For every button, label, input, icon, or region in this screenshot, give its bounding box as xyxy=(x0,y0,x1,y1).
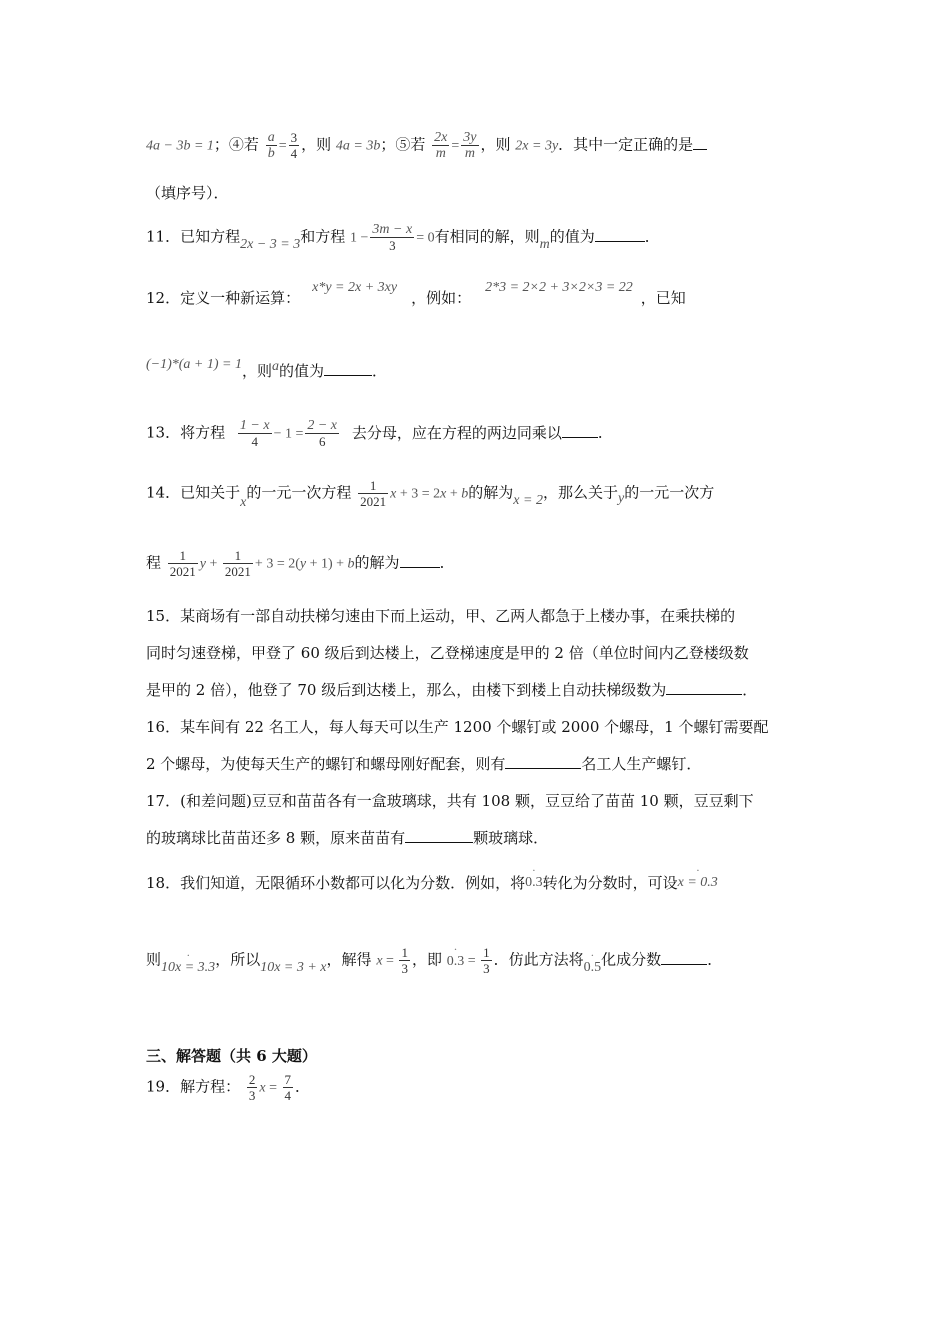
text: 名工人生产螺钉． xyxy=(581,755,702,773)
question-14: 14．已知关于x的一元一次方程 $\frac{1}{2021}$ x + 3 = 2x + b的解为x = 2，那么关于y的一元一次方 xyxy=(146,478,715,510)
text: 的解为 xyxy=(354,553,400,572)
question-number: 18． xyxy=(146,874,181,892)
text: 则 xyxy=(146,950,162,969)
answer-blank xyxy=(562,423,598,438)
question-17-line1: 17．(和差问题)豆豆和苗苗各有一盒玻璃球，共有 108 颗，豆豆给了苗苗 10 颗，豆豆剩下 xyxy=(146,792,754,810)
text: ，已知 xyxy=(640,289,686,307)
math: x*y = 2x + 3xy xyxy=(312,280,398,295)
question-number: 13． xyxy=(146,423,181,442)
text: 和方程 xyxy=(300,227,346,246)
question-17-line2 xyxy=(146,827,548,848)
fraction-2x-m: $\frac{2x}{m}$ xyxy=(434,130,448,161)
math: x xyxy=(240,494,247,510)
question-14-line2: 程 $\frac{1}{2021}$ y + $\frac{1}{2021}$ + 3 = 2(y + 1) + b的解为 ． xyxy=(146,548,455,579)
text: 已知关于 xyxy=(180,483,241,502)
question-11: 11．已知方程2x − 3 = 3和方程 1 − $\frac{3m - x}{3}$ = 0有相同的解，则m的值为 ． xyxy=(146,222,660,253)
text: 去分母，应在方程的两边同乘以 xyxy=(351,423,562,442)
fraction-3-4: $\frac{3}{4}$ xyxy=(290,130,298,161)
text: 颗玻璃球． xyxy=(473,829,549,847)
question-16-line2 xyxy=(146,753,701,774)
text: 是甲的 2 倍），他登了 70 级后到达楼上，那么，由楼下到楼上自动扶梯级数为 xyxy=(146,681,667,699)
text: 的值为 xyxy=(549,227,595,246)
math: a xyxy=(272,359,280,374)
text: ． xyxy=(644,227,660,246)
question-18 xyxy=(146,872,718,893)
answer-blank xyxy=(666,680,742,695)
math-repeating-decimal: · 0.5 xyxy=(584,960,602,975)
question-19: 19．解方程： $\frac{2}{3}$ x = $\frac{7}{4}$ ． xyxy=(146,1072,311,1103)
text: 的解为 xyxy=(468,483,514,502)
question-18-line2: 则· 10x = 3.3，所以10x = 3 + x，解得 x = $\frac{1}{3}$ ，即 · 0.3 = $\frac{1}{3}$ ．仿此方法将· 0.5化成分数 ． xyxy=(146,945,722,976)
text: 化成分数 xyxy=(601,950,662,969)
text: ，解得 xyxy=(326,950,372,969)
math: x = 2 xyxy=(513,492,543,508)
text: 将方程 xyxy=(180,423,226,442)
math: · x = 0.3 xyxy=(678,875,718,890)
fraction-1-3: $\frac{1}{3}$ xyxy=(483,945,490,976)
text: ，例如： xyxy=(411,289,472,307)
math: m xyxy=(539,236,550,252)
fraction-1-2021: $\frac{1}{2021}$ xyxy=(360,478,387,509)
answer-blank xyxy=(693,135,707,150)
text: ．其中一定正确的是 xyxy=(558,135,694,154)
text: ． xyxy=(707,950,723,969)
text: ． xyxy=(742,681,758,699)
fraction-2-x-6: $\frac{2 - x}{6}$ xyxy=(307,418,338,449)
section-heading: 三、解答题（共 6 大题） xyxy=(146,1047,317,1065)
text: ．仿此方法将 xyxy=(493,950,584,969)
question-12 xyxy=(146,280,686,308)
question-number: 19． xyxy=(146,1077,181,1096)
text: ，则 xyxy=(242,362,273,380)
text: ． xyxy=(597,423,613,442)
text: ，即 xyxy=(411,950,442,969)
question-13: 13．将方程 $\frac{1 - x}{4}$ − 1 = $\frac{2 - x}{6}$ 去分母，应在方程的两边同乘以 ． xyxy=(146,418,613,449)
line-b: （填序号）． xyxy=(146,184,229,202)
fraction-3m-x-3: $\frac{3m - x}{3}$ xyxy=(372,222,413,253)
math: 2x − 3 = 3 xyxy=(240,236,301,252)
text: 转化为分数时，可设 xyxy=(542,874,678,892)
text: ，那么关于 xyxy=(542,483,618,502)
answer-blank xyxy=(324,361,372,376)
text: 的一元一次方 xyxy=(624,483,715,502)
text: 的玻璃球比苗苗还多 8 颗，原来苗苗有 xyxy=(146,829,406,847)
fraction-3y-m: $\frac{3y}{m}$ xyxy=(463,130,477,161)
text: ，则 xyxy=(480,135,511,154)
text: 的值为 xyxy=(279,362,325,380)
question-number: 12． xyxy=(146,289,181,307)
text: ，所以 xyxy=(215,950,261,969)
fraction-1-3: $\frac{1}{3}$ xyxy=(401,945,408,976)
text: 的一元一次方程 xyxy=(246,483,352,502)
answer-blank xyxy=(661,950,707,965)
math: 2*3 = 2×2 + 3×2×3 = 22 xyxy=(485,280,633,295)
math: 10x = 3 + x xyxy=(260,959,327,975)
question-15-line3 xyxy=(146,679,757,700)
answer-blank xyxy=(595,227,645,242)
math: · 10x = 3.3 xyxy=(161,960,215,975)
math-repeating-decimal: · 0.3 xyxy=(525,875,543,890)
math: y xyxy=(617,490,625,506)
fraction-2-3: $\frac{2}{3}$ xyxy=(248,1072,256,1103)
fraction-1-2021: $\frac{1}{2021}$ xyxy=(224,548,251,579)
math-2x-3y: 2x = 3y xyxy=(515,138,559,154)
text: 解方程： xyxy=(180,1077,241,1096)
question-number: 11． xyxy=(146,227,181,246)
text: ． xyxy=(295,1077,311,1096)
fraction-1-2021: $\frac{1}{2021}$ xyxy=(169,548,196,579)
question-16-line1: 16．某车间有 22 名工人，每人每天可以生产 1200 个螺钉或 2000 个螺母，1 个螺钉需要配 xyxy=(146,718,769,736)
math: (−1)*(a + 1) = 1 xyxy=(146,357,242,372)
text: 2 个螺母，为使每天生产的螺钉和螺母刚好配套，则有 xyxy=(146,755,506,773)
answer-blank xyxy=(400,553,440,568)
text: 我们知道，无限循环小数都可以化为分数．例如，将 xyxy=(180,874,526,892)
question-12-line2 xyxy=(146,357,388,381)
text: ． xyxy=(372,362,388,380)
text: ，则 xyxy=(301,135,332,154)
fraction-7-4: $\frac{7}{4}$ xyxy=(284,1072,292,1103)
line-a: 4a − 3b = 1；④若 $\frac{a}{b}$ = $\frac{3}{4}$ ，则 4a = 3b；⑤若 $\frac{2x}{m}$ = $\frac{3y}{m}$ ，则 2x = 3y．其中一定正确的是 xyxy=(146,130,707,161)
question-15-line1: 15．某商场有一部自动扶梯匀速由下而上运动，甲、乙两人都急于上楼办事，在乘扶梯的 xyxy=(146,607,736,625)
question-number: 14． xyxy=(146,483,181,502)
text: 程 xyxy=(146,553,162,572)
text: ；④若 xyxy=(213,135,259,154)
text: ． xyxy=(439,553,455,572)
answer-blank xyxy=(405,828,473,843)
question-15-line2: 同时匀速登梯，甲登了 60 级后到达楼上，乙登梯速度是甲的 2 倍（单位时间内乙登楼级数 xyxy=(146,644,749,662)
text: 有相同的解，则 xyxy=(434,227,540,246)
math-4a-3b-visible: 4a − 3b = 1 xyxy=(146,138,214,154)
text: 已知方程 xyxy=(180,227,241,246)
answer-blank xyxy=(505,754,581,769)
fraction-1-x-4: $\frac{1 - x}{4}$ xyxy=(239,418,270,449)
text: 定义一种新运算： xyxy=(180,289,301,307)
text: ；⑤若 xyxy=(380,135,426,154)
fraction-a-b: $\frac{a}{b}$ xyxy=(267,130,275,161)
math-4a-3b-eq: 4a = 3b xyxy=(335,138,381,154)
